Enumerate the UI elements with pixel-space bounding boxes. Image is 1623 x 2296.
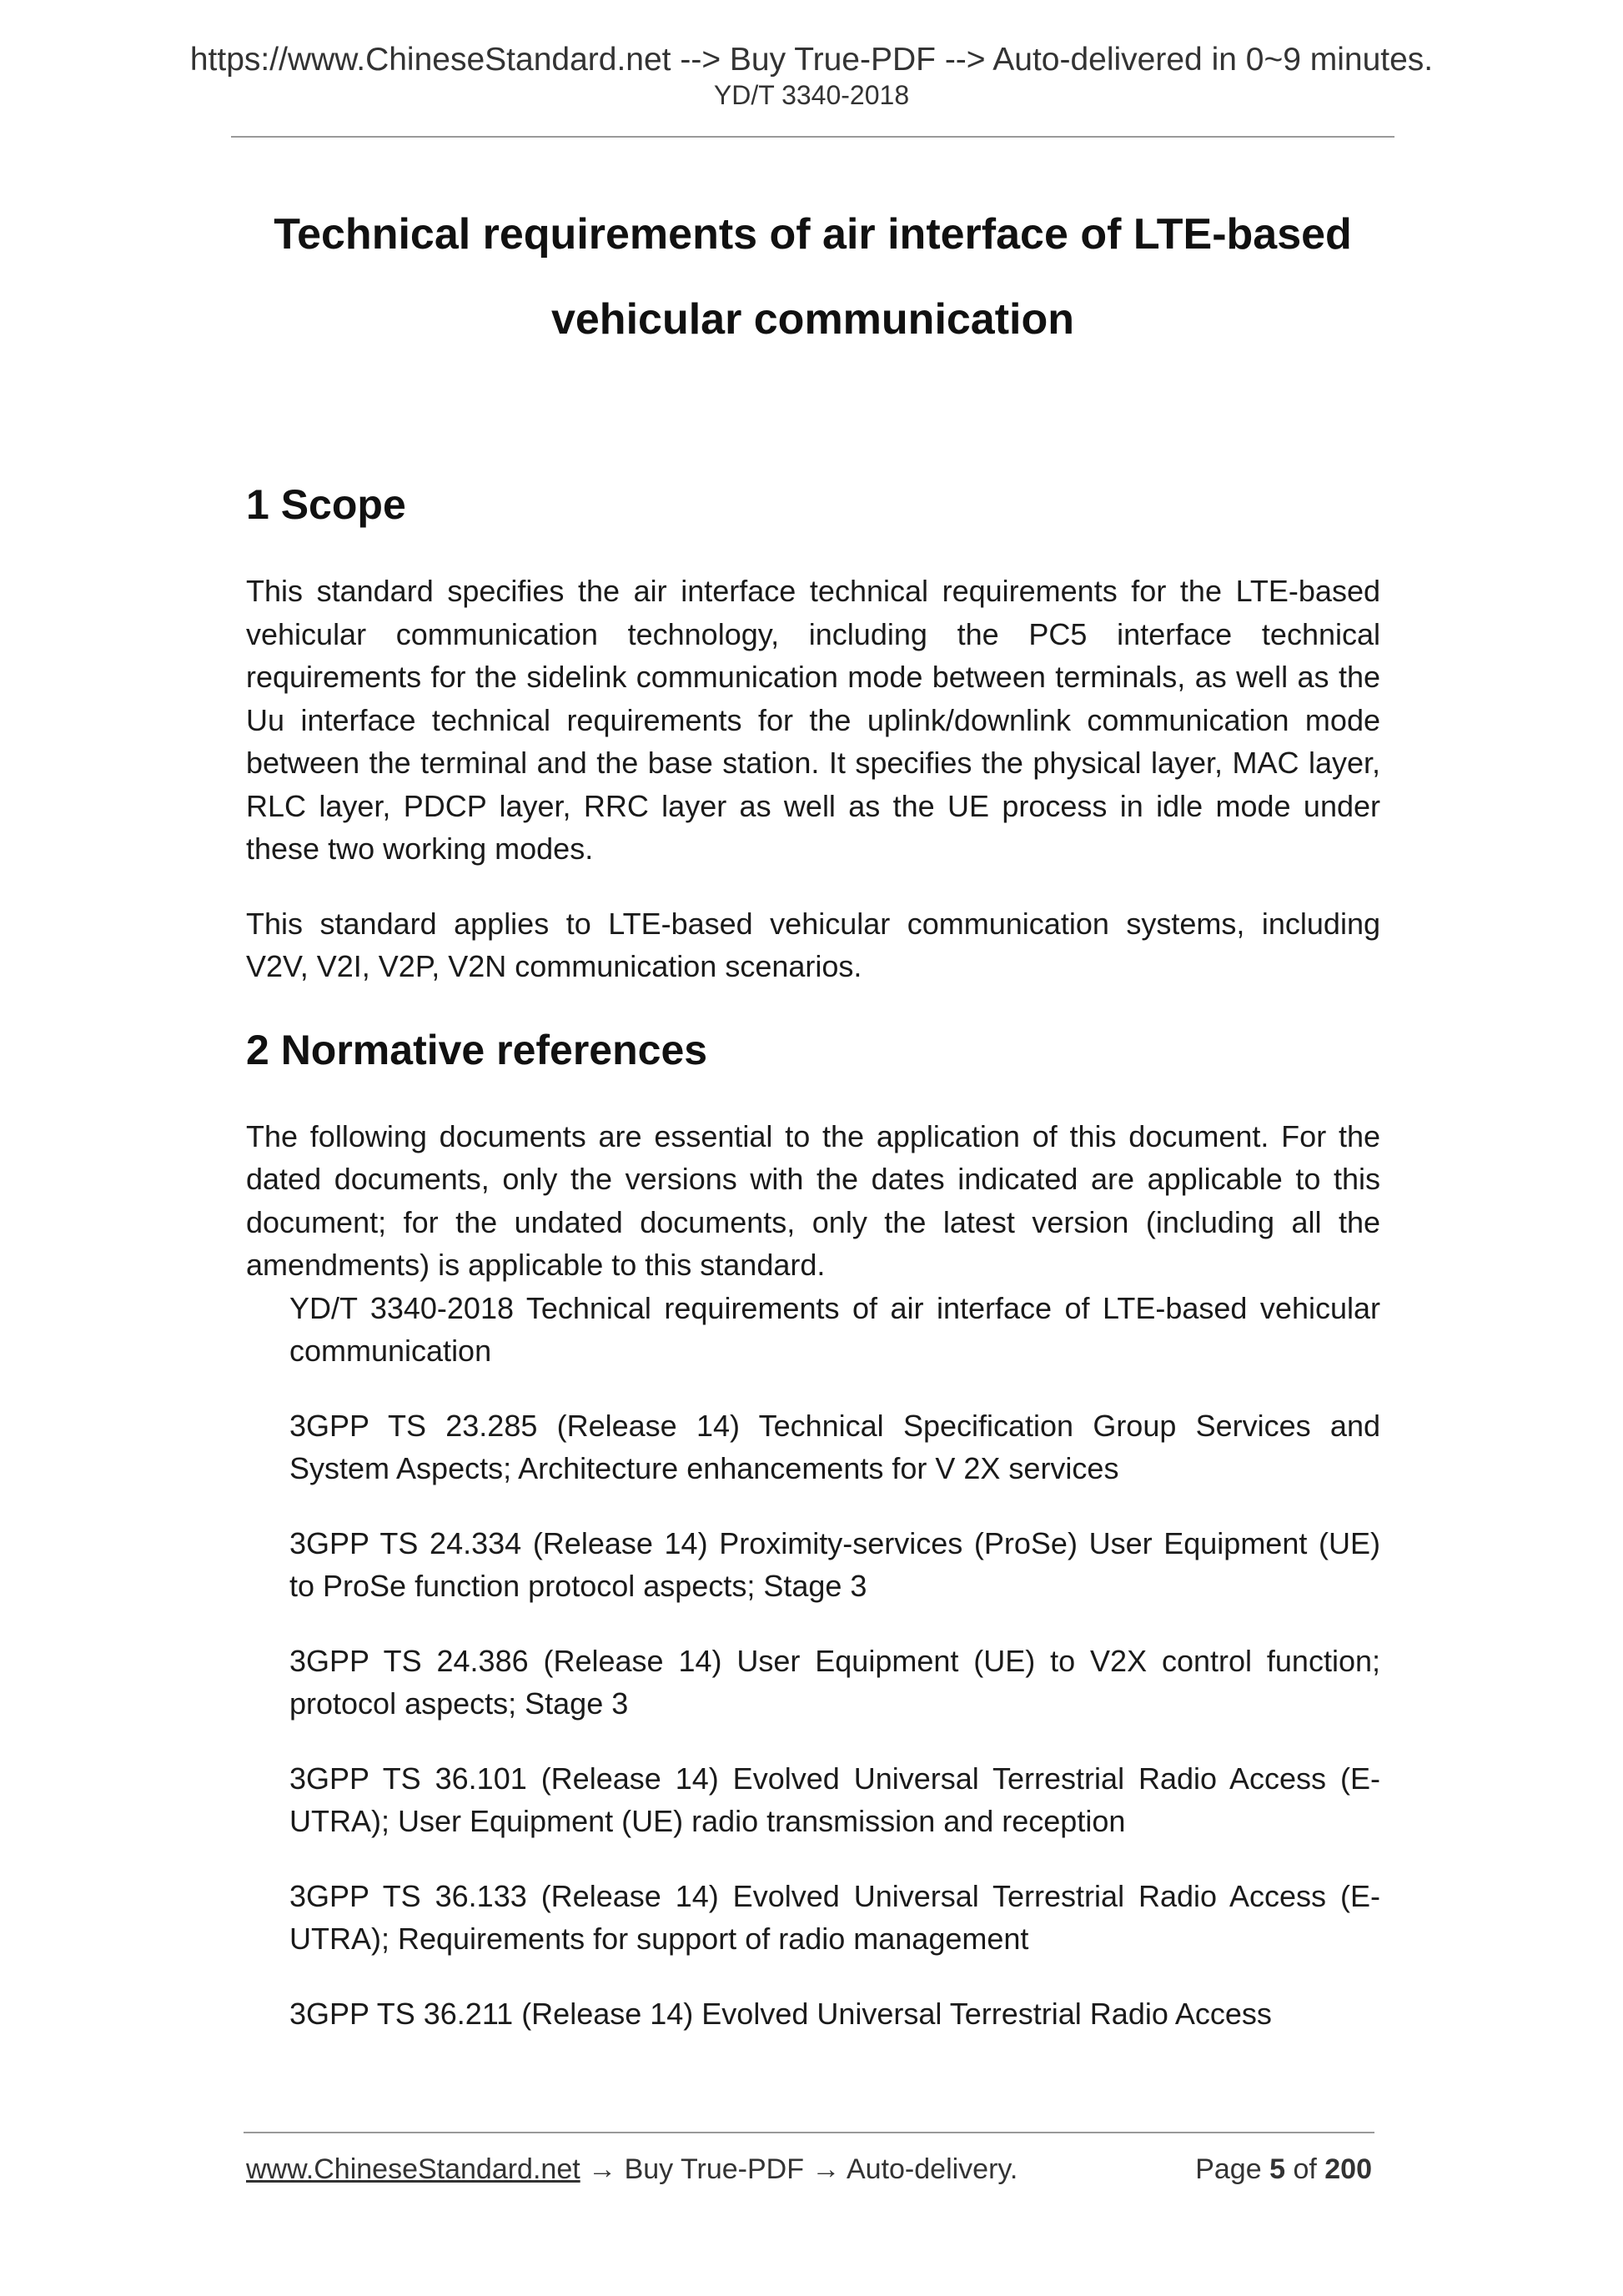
footer-site-link[interactable]: www.ChineseStandard.net	[246, 2153, 580, 2185]
page-label: Page	[1195, 2153, 1262, 2185]
document-title-line-2: vehicular communication	[550, 295, 1075, 344]
section-normative-references	[246, 1025, 1380, 2036]
header-divider	[231, 136, 1394, 138]
reference-item: 3GPP TS 24.386 (Release 14) User Equipment (UE) to V2X control function; protocol aspects; Stage 3	[289, 1643, 1380, 1721]
footer-left	[246, 2155, 1018, 2183]
reference-item: 3GPP TS 36.133 (Release 14) Evolved Universal Terrestrial Radio Access (E-UTRA); Requirements for support of radio management	[289, 1878, 1380, 1956]
footer-divider	[244, 2132, 1374, 2133]
document-body	[246, 480, 1380, 2067]
page-indicator	[1195, 2155, 1372, 2183]
reference-item: 3GPP TS 24.334 (Release 14) Proximity-services (ProSe) User Equipment (UE) to ProSe function protocol aspects; Stage 3	[289, 1525, 1380, 1603]
header-banner: https://www.ChineseStandard.net --> Buy True-PDF --> Auto-delivered in 0~9 minutes.	[189, 42, 1434, 78]
section-heading-scope: 1 Scope	[246, 481, 406, 528]
scope-paragraph-2: This standard applies to LTE-based vehicular communication systems, including V2V, V2I, V2P, V2N communication scenarios.	[246, 906, 1380, 983]
reference-item: 3GPP TS 23.285 (Release 14) Technical Specification Group Services and System Aspects; Architecture enhancements for V 2X services	[289, 1408, 1380, 1485]
footer-delivery-text: → Buy True-PDF → Auto-delivery.	[588, 2153, 1018, 2185]
document-title-line-1: Technical requirements of air interface of LTE-based	[274, 210, 1352, 259]
section-heading-normative-references: 2 Normative references	[246, 1026, 708, 1073]
standard-code: YD/T 3340-2018	[713, 80, 910, 110]
document-title	[231, 192, 1394, 362]
references-intro-paragraph: The following documents are essential to the application of this document. For the dated documents, only the versions with the dates indicated are applicable to this document; for the undated documents, only the latest version (including all the amendments) is applicable to this standard.	[246, 1118, 1380, 1282]
current-page-number: 5	[1269, 2153, 1285, 2185]
reference-list	[246, 1287, 1380, 2036]
reference-item: YD/T 3340-2018 Technical requirements of air interface of LTE-based vehicular communication	[289, 1290, 1380, 1368]
section-scope	[246, 480, 1380, 988]
reference-item: 3GPP TS 36.101 (Release 14) Evolved Universal Terrestrial Radio Access (E-UTRA); User Equipment (UE) radio transmission and reception	[289, 1761, 1380, 1838]
scope-paragraph-1: This standard specifies the air interface technical requirements for the LTE-based vehicular communication technology, including the PC5 interface technical requirements for the sidelink communication mode between terminals, as well as the Uu interface technical requirements for the uplink/downlink communication mode between the terminal and the base station. It specifies the physical layer, MAC layer, RLC layer, PDCP layer, RRC layer as well as the UE process in idle mode under these two working modes.	[246, 574, 1380, 866]
reference-item: 3GPP TS 36.211 (Release 14) Evolved Universal Terrestrial Radio Access	[289, 1996, 1272, 2031]
total-pages-number: 200	[1324, 2153, 1372, 2185]
of-label: of	[1293, 2153, 1317, 2185]
